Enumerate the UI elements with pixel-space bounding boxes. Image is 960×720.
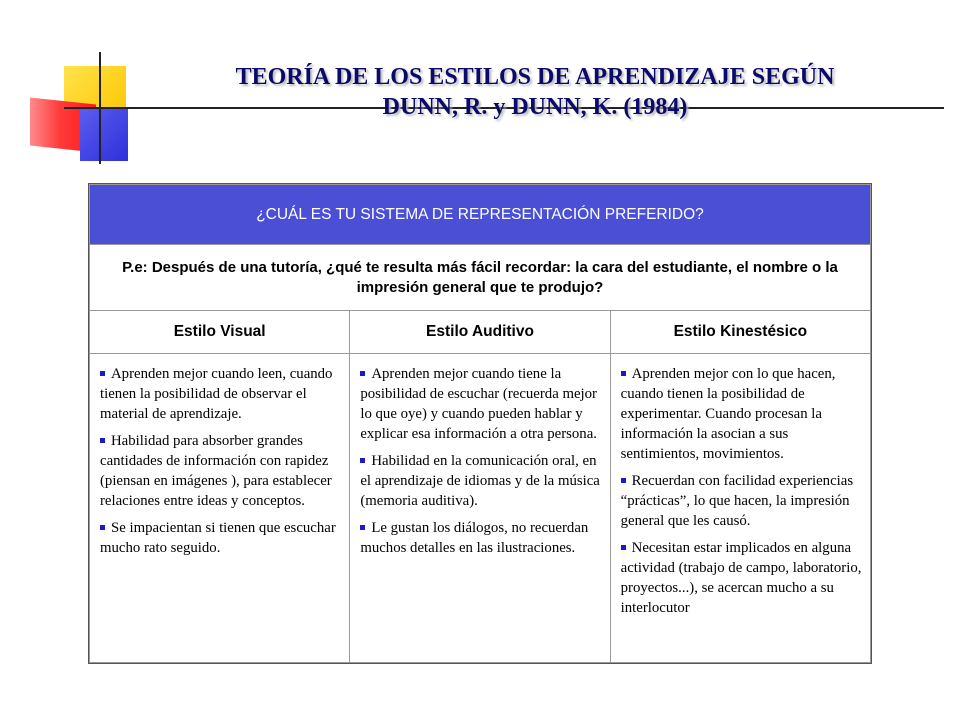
- bullet-icon: [360, 458, 365, 463]
- bullet-icon: [621, 371, 626, 376]
- bullet-icon: [621, 545, 626, 550]
- column-body-visual: [90, 354, 350, 663]
- decor-blue-square: [80, 109, 128, 161]
- bullet-icon: [621, 478, 626, 483]
- bullet-icon: [100, 371, 105, 376]
- list-item: Aprenden mejor con lo que hacen, cuando tienen la posibilidad de experimentar. Cuando procesan la información la asocian a sus sentimientos, movimientos.: [620, 366, 836, 462]
- list-item: Necesitan estar implicados en alguna actividad (trabajo de campo, laboratorio, proyectos...), se acercan mucho a su interlocutor: [620, 540, 862, 616]
- table-header: ¿CUÁL ES TU SISTEMA DE REPRESENTACIÓN PREFERIDO?: [90, 185, 871, 245]
- title-line-1: TEORÍA DE LOS ESTILOS DE APRENDIZAJE SEGÚN: [235, 64, 835, 90]
- learning-styles-table: [88, 183, 872, 664]
- list-item: Aprenden mejor cuando tiene la posibilidad de escuchar (recuerda mejor lo que oye) y cuando pueden hablar y explicar esa información a otra persona.: [360, 366, 597, 442]
- column-body-kinestesico: [610, 354, 870, 663]
- table-question: P.e: Después de una tutoría, ¿qué te resulta más fácil recordar: la cara del estudiante, el nombre o la impresión general que te produjo?: [90, 245, 871, 311]
- list-item: Habilidad para absorber grandes cantidades de información con rapidez (piensan en imágenes ), para establecer relaciones entre ideas y conceptos.: [100, 433, 332, 509]
- bullet-icon: [360, 525, 365, 530]
- list-item: Se impacientan si tienen que escuchar mucho rato seguido.: [100, 520, 336, 556]
- bullet-icon: [100, 438, 105, 443]
- list-item: Habilidad en la comunicación oral, en el aprendizaje de idiomas y de la música (memoria auditiva).: [360, 453, 600, 509]
- column-header-visual: Estilo Visual: [90, 311, 350, 354]
- slide-title: [150, 62, 920, 122]
- column-body-auditivo: [350, 354, 610, 663]
- column-header-kinestesico: Estilo Kinestésico: [610, 311, 870, 354]
- title-line-2: DUNN, R. y DUNN, K. (1984): [382, 94, 688, 120]
- list-item: Aprenden mejor cuando leen, cuando tienen la posibilidad de observar el material de aprendizaje.: [100, 366, 333, 422]
- list-item: Recuerdan con facilidad experiencias “prácticas”, lo que hacen, la impresión general que les causó.: [620, 473, 854, 529]
- bullet-icon: [360, 371, 365, 376]
- column-header-auditivo: Estilo Auditivo: [350, 311, 610, 354]
- list-item: Le gustan los diálogos, no recuerdan muchos detalles en las ilustraciones.: [360, 520, 589, 556]
- bullet-icon: [100, 525, 105, 530]
